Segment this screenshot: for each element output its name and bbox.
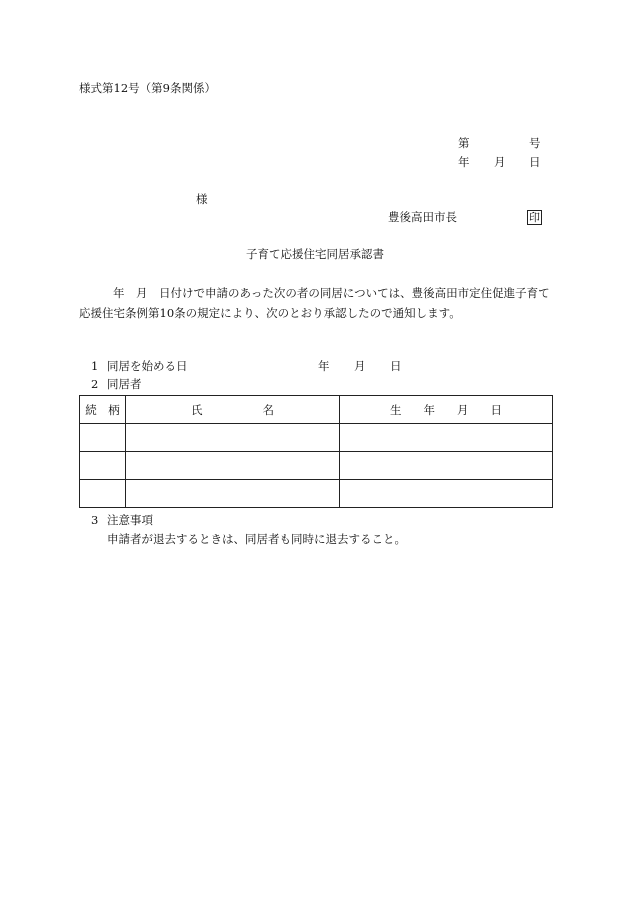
item2-label: 同居者: [107, 377, 142, 391]
item1-number: 1: [91, 359, 99, 373]
item1-label: 同居を始める日: [107, 359, 188, 373]
header-birth: [340, 396, 553, 424]
cell-birth: [340, 424, 553, 452]
ref-month: 月: [494, 155, 506, 169]
cell-relation: [80, 480, 126, 508]
cell-name: [126, 452, 340, 480]
header-name-2: 名: [262, 402, 274, 417]
cell-name: [126, 424, 340, 452]
cell-birth: [340, 480, 553, 508]
ref-year: 年: [458, 155, 470, 169]
item3-number: 3: [91, 513, 99, 527]
table-row: [80, 480, 553, 508]
header-relation: 続 柄: [80, 396, 126, 424]
item2-number: 2: [91, 377, 99, 391]
cell-relation: [80, 452, 126, 480]
item3-note: 申請者が退去するときは、同居者も同時に退去すること。: [107, 532, 406, 546]
form-label: 様式第12号（第9条関係）: [79, 81, 216, 95]
table-header-row: [80, 396, 553, 424]
sender-name: 豊後高田市長: [388, 210, 457, 224]
document-title: 子育て応援住宅同居承認書: [246, 247, 384, 261]
item1-year: 年: [318, 359, 330, 373]
item3-label: 注意事項: [107, 513, 153, 527]
body-paragraph: [79, 283, 554, 323]
header-birth-1: 生: [390, 402, 402, 417]
cohabitant-table: [79, 395, 553, 508]
header-birth-3: 月: [457, 402, 469, 417]
item1-day: 日: [390, 359, 402, 373]
ref-day: 日: [529, 155, 541, 169]
ref-no-prefix: 第: [458, 136, 470, 150]
header-name: [126, 396, 340, 424]
header-birth-4: 日: [490, 402, 502, 417]
cell-name: [126, 480, 340, 508]
item1-month: 月: [354, 359, 366, 373]
header-birth-2: 年: [423, 402, 435, 417]
table-row: [80, 452, 553, 480]
cell-birth: [340, 452, 553, 480]
body-text: 年 月 日付けで申請のあった次の者の同居については、豊後高田市定住促進子育て応援住宅条例第10条の規定により、次のとおり承認したので通知します。: [79, 286, 550, 321]
ref-no-suffix: 号: [529, 136, 541, 150]
seal-mark: 印: [529, 211, 540, 224]
header-name-1: 氏: [191, 402, 203, 417]
table-row: [80, 424, 553, 452]
addressee-suffix: 様: [196, 192, 208, 206]
cell-relation: [80, 424, 126, 452]
